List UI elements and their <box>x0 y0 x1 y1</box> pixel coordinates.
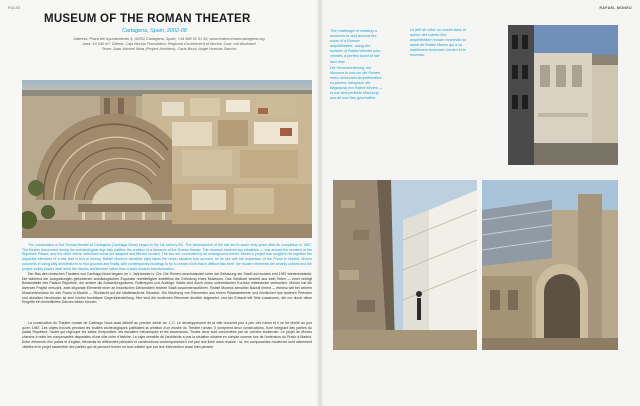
credits-team: Team: Juan Manuel Mota (Project Architect), Carla Bruni, Angel Huertas Sancho <box>101 47 237 52</box>
body-text-german <box>22 272 312 305</box>
pull-quote-english: The challenge of creating a museum to and around the ruins of a Roman amphitheater, using the outside of Rafael Moneo who creates a perfect bond of old and new. <box>330 28 381 64</box>
caption-text: The construction of the Roman theater at Cartagena (Carthago Nova) began in the 1st century BC. The development of the site led to some sixty years after its completion in 1987. The theater discovered during the archaeological digs fully justifies the creation of a Museum of the Roman theater. The museum involves two situations — one around the sections of the Riquelme Palace, and the other where individual rooms are adapted and lifts are located. The two are connected by an underground tunnel. Moneo's project has sought to tie together the disparate elements of a site that is rich in history. Rafael Moneo's sensitive style takes the urban situation into account, as he did with the expansion of the Prado in Madrid. Moneo succeeds in using lofty architectures to find grounds and finally, with contemporary buildings to try to create a link that is difficult fails here; the modern elements are smartly clothed and the project visibly places itself amid the historic architecture rather than a stark modern transformation. <box>22 243 312 271</box>
pull-quote-french: Le défi de créer un musée dans et autour des ruines d'un amphithéâtre romain convenait au talent de Rafael Moneo qui a su habilement fusionner l'ancien et le nouveau. <box>410 28 466 57</box>
page-gutter <box>316 0 324 406</box>
article-title: MUSEUM OF THE ROMAN THEATER <box>44 13 251 25</box>
body-de-text: Der Bau des römischen Theaters von Carthago Nova begann im 1. Jahrhundert v. Chr. Die Ruinen verschwanden unter der Bebauung der Stadt und wurden erst 1987 wiederentdeckt. Die während der Ausgrabungen gefundenen archäologischen Exponate rechtfertigten zweifellos die Gründung eines Museums. Das Gebäude besteht aus zwei Teilen — einer verfügt Bestandteile des Palacio Riquelme, der andere die Ausstellungsräume, Rolltreppen und Aufzüge. Beide sind durch einen unterirdischen Korridor miteinander verbunden. Moneo hat die diversen Projekt versucht, zwei disparate Elemente einer an historischen Denkmälern reichen Stadt zusammenzuführen. Rafael Moneos sensibler Baustil nimmt — ebenso wie bei seinem Museumsneubau für den Prado in Madrid — Rücksicht auf die städtebauliche Situation. Die Mischung von Elementen aus einem Palastambiente und kirchlichen aus anderen Perioden und aktuellen Neubauten ist eine höchst fruchtbare Gegenüberstellung: Hier sind die modernen Elemente deutlich abgesetzt, und der Entwurf tritt Teile zusammen, die nur durch diese Eingriffe ein einheitliches Ganzes bilden können. <box>22 272 312 305</box>
photo-caption <box>22 243 312 271</box>
corridor-wall-photo <box>333 180 477 350</box>
body-text-french <box>22 321 312 349</box>
pull-quote-german: Die Herausforderung, ein Museum in und um die Ruinen eines römischen Amphitheaters zu planen, entsprach der Begabung von Rafael Moneo — er hat eine perfekte Mischung aus Alt und Neu geschaffen. <box>330 66 383 100</box>
body-fr-text: La construction du Théâtre romain de Carthago Nova avait débuté au premier siècle av. J.-C. Le développement de la ville recouvrit peu à peu ces ruines et il ne fut révélé au jour qu'en 1987. Les objets trouvés pendant les fouilles archéologiques justifiaient la création d'un musée du Théâtre romain. Il comprend deux constructions, l'une intégrant des parties du palais Riquelme, l'autre qui regroupe les salles d'exposition, les escaliers mécaniques et les ascenseurs. Toutes deux sont connectées par un corridor souterrain. Le projet de Moneo cherche à relier les composantes disparates d'une ville riche d'histoire. Le style sensible de l'architecte a pris la situation urbaine en compte comme lors de l'extension du Prado à Madrid. Entre éléments d'un palais et d'église, éléments de différentes périodes et constructions contemporaines il est pari une fiche dans réussie : ici, les composantes modernes sont clairement visibles et le projet rassemble des parties qui ne peuvent former un tout unitaire que par leur intervention aussi bien pensée. <box>22 321 312 349</box>
folio-right: RAFAEL MONEO <box>599 6 632 10</box>
museum-facade-photo <box>508 25 618 165</box>
article-subtitle: Cartagena, Spain, 2002-08 <box>122 28 187 34</box>
credits-address: Address: Plaza del Ayuntamiento 9, 30201 Cartagena, Spain, +34 968 52 51 49, www.teatroromanocartagena.org <box>73 37 265 41</box>
credits-area: Area: 10 540 m². Clients: Caja Murcia Foundation, Regional Government of Murcia. Cost: not disclosed <box>82 42 256 47</box>
aerial-theater-photo <box>22 80 312 238</box>
folio-left: FOLIO <box>8 6 21 10</box>
church-arch-photo <box>482 180 618 350</box>
project-credits <box>44 37 294 53</box>
